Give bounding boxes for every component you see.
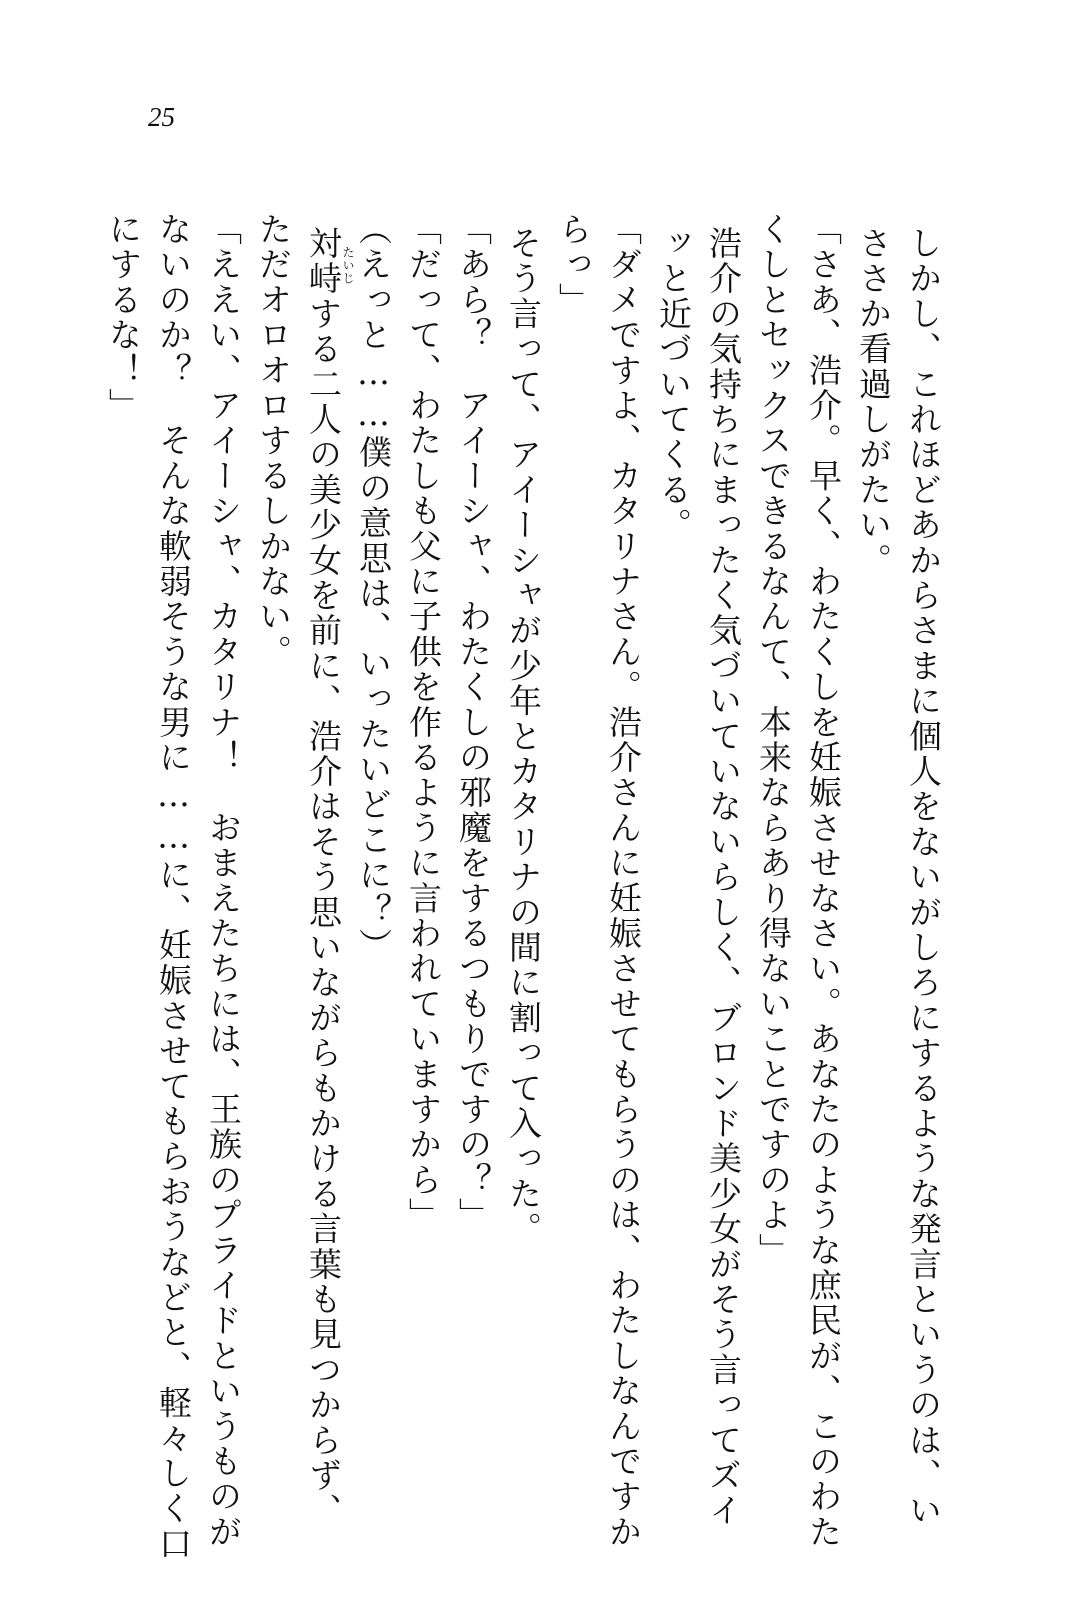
text-line-16: ないのか？ そんな軟弱そうな男に……に、妊娠させてもらおうなどと、軽々しく口 <box>154 212 193 1562</box>
text-line-3: 「さあ、浩介。早く、わたくしを妊娠させなさい。あなたのような庶民が、このわた <box>804 212 843 1550</box>
text-line-6: ッと近づいてくる。 <box>654 226 693 543</box>
text-line-13: 対峙する二人の美少女を前に、浩介はそう思いながらもかける言葉も見つからず、 <box>304 226 343 1529</box>
text-line-12: （えっと……僕の意思は、いったいどこに？） <box>354 212 393 964</box>
text-line-1: しかし、これほどあからさまに個人をないがしろにするような発言というのは、い <box>904 226 943 1529</box>
text-line-9: そう言って、アイーシャが少年とカタリナの間に割って入った。 <box>504 226 543 1247</box>
text-line-14: ただオロオロするしかない。 <box>254 212 293 670</box>
text-line-10: 「あら？ アイーシャ、わたくしの邪魔をするつもりですの？」 <box>454 212 493 1233</box>
text-line-8: らっ」 <box>554 212 593 318</box>
text-line-7: 「ダメですよ、カタリナさん。浩介さんに妊娠させてもらうのは、わたしなんですか <box>604 212 643 1550</box>
text-line-11: 「だって、わたしも父に子供を作るように言われていますから」 <box>404 212 443 1233</box>
text-line-2: ささか看過しがたい。 <box>854 226 893 578</box>
text-line-17: にするな！」 <box>104 212 143 424</box>
text-line-15: 「ええい、アイーシャ、カタリナ！ おまえたちには、王族のプライドというものが <box>204 212 243 1550</box>
page-number: 25 <box>148 102 175 132</box>
furigana: たいじ <box>341 246 355 285</box>
text-line-4: くしとセックスできるなんて、本来ならあり得ないことですのよ」 <box>754 212 793 1268</box>
text-line-5: 浩介の気持ちにまったく気づいていないらしく、ブロンド美少女がそう言ってズイ <box>704 226 743 1529</box>
